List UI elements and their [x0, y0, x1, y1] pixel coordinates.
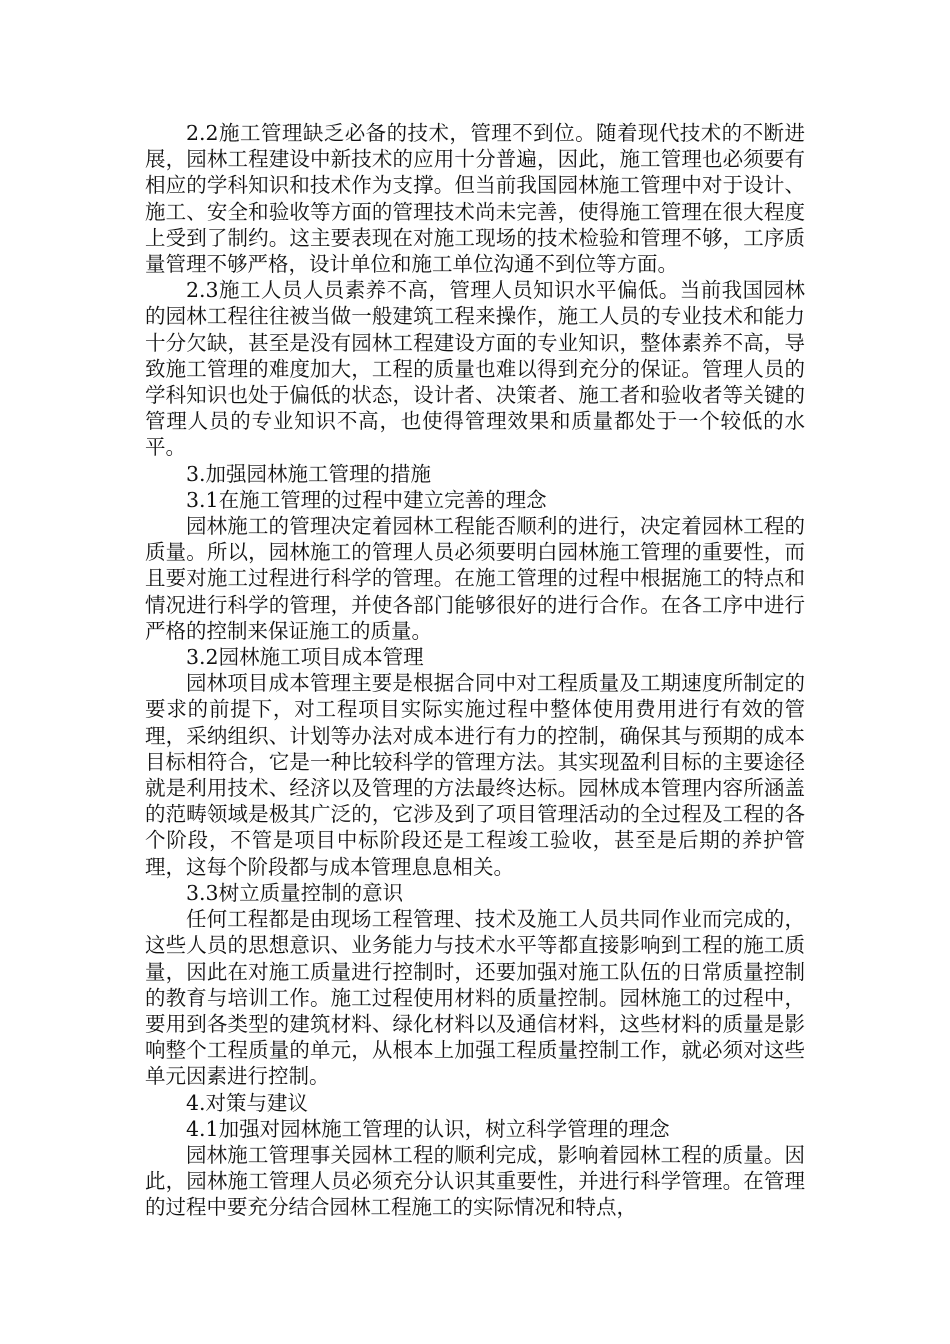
paragraph-3-2-body: 园林项目成本管理主要是根据合同中对工程质量及工期速度所制定的要求的前提下，对工程项目实际实施过程中整体使用费用进行有效的管理，采纳组织、计划等办法对成本进行有力的控制，确保其与预期的成本目标相符合，它是一种比较科学的管理方法。其实现盈利目标的主要途径就是利用技术、经济以及管理的方法最终达标。园林成本管理内容所涵盖的范畴领域是极其广泛的，它涉及到了项目管理活动的全过程及工程的各个阶段，不管是项目中标阶段还是工程竣工验收，甚至是后期的养护管理，这每个阶段都与成本管理息息相关。 — [145, 671, 805, 879]
subheading-3-3: 3.3树立质量控制的意识 — [186, 880, 404, 905]
section-heading-3: 3.加强园林施工管理的措施 — [186, 461, 432, 486]
subheading-4-1: 4.1加强对园林施工管理的认识，树立科学管理的理念 — [186, 1116, 670, 1141]
section-heading-4: 4.对策与建议 — [186, 1090, 309, 1115]
paragraph-2-3: 2.3施工人员人员素养不高，管理人员知识水平偏低。当前我国园林的园林工程往往被当做一般建筑工程来操作，施工人员的专业技术和能力十分欠缺，甚至是没有园林工程建设方面的专业知识，整体素养不高，导致施工管理的难度加大，工程的质量也难以得到充分的保证。管理人员的学科知识也处于偏低的状态，设计者、决策者、施工者和验收者等关键的管理人员的专业知识不高，也使得管理效果和质量都处于一个较低的水平。 — [145, 278, 805, 460]
subheading-3-2: 3.2园林施工项目成本管理 — [186, 645, 424, 670]
paragraph-3-3-body: 任何工程都是由现场工程管理、技术及施工人员共同作业而完成的，这些人员的思想意识、业务能力与技术水平等都直接影响到工程的施工质量，因此在对施工质量进行控制时，还要加强对施工队伍的日常质量控制的教育与培训工作。施工过程使用材料的质量控制。园林施工的过程中，要用到各类型的建筑材料、绿化材料以及通信材料，这些材料的质量是影响整个工程质量的单元，从根本上加强工程质量控制工作，就必须对这些单元因素进行控制。 — [145, 907, 805, 1089]
paragraph-2-2: 2.2施工管理缺乏必备的技术，管理不到位。随着现代技术的不断进展，园林工程建设中新技术的应用十分普遍，因此，施工管理也必须要有相应的学科知识和技术作为支撑。但当前我国园林施工管理中对于设计、施工、安全和验收等方面的管理技术尚未完善，使得施工管理在很大程度上受到了制约。这主要表现在对施工现场的技术检验和管理不够，工序质量管理不够严格，设计单位和施工单位沟通不到位等方面。 — [145, 121, 805, 277]
document-page — [145, 120, 805, 1221]
paragraph-3-1-body: 园林施工的管理决定着园林工程能否顺利的进行，决定着园林工程的质量。所以，园林施工的管理人员必须要明白园林施工管理的重要性，而且要对施工过程进行科学的管理。在施工管理的过程中根据施工的特点和情况进行科学的管理，并使各部门能够很好的进行合作。在各工序中进行严格的控制来保证施工的质量。 — [145, 514, 805, 643]
paragraph-4-1-body: 园林施工管理事关园林工程的顺利完成，影响着园林工程的质量。因此，园林施工管理人员必须充分认识其重要性，并进行科学管理。在管理的过程中要充分结合园林工程施工的实际情况和特点， — [145, 1142, 805, 1220]
subheading-3-1: 3.1在施工管理的过程中建立完善的理念 — [186, 487, 547, 512]
